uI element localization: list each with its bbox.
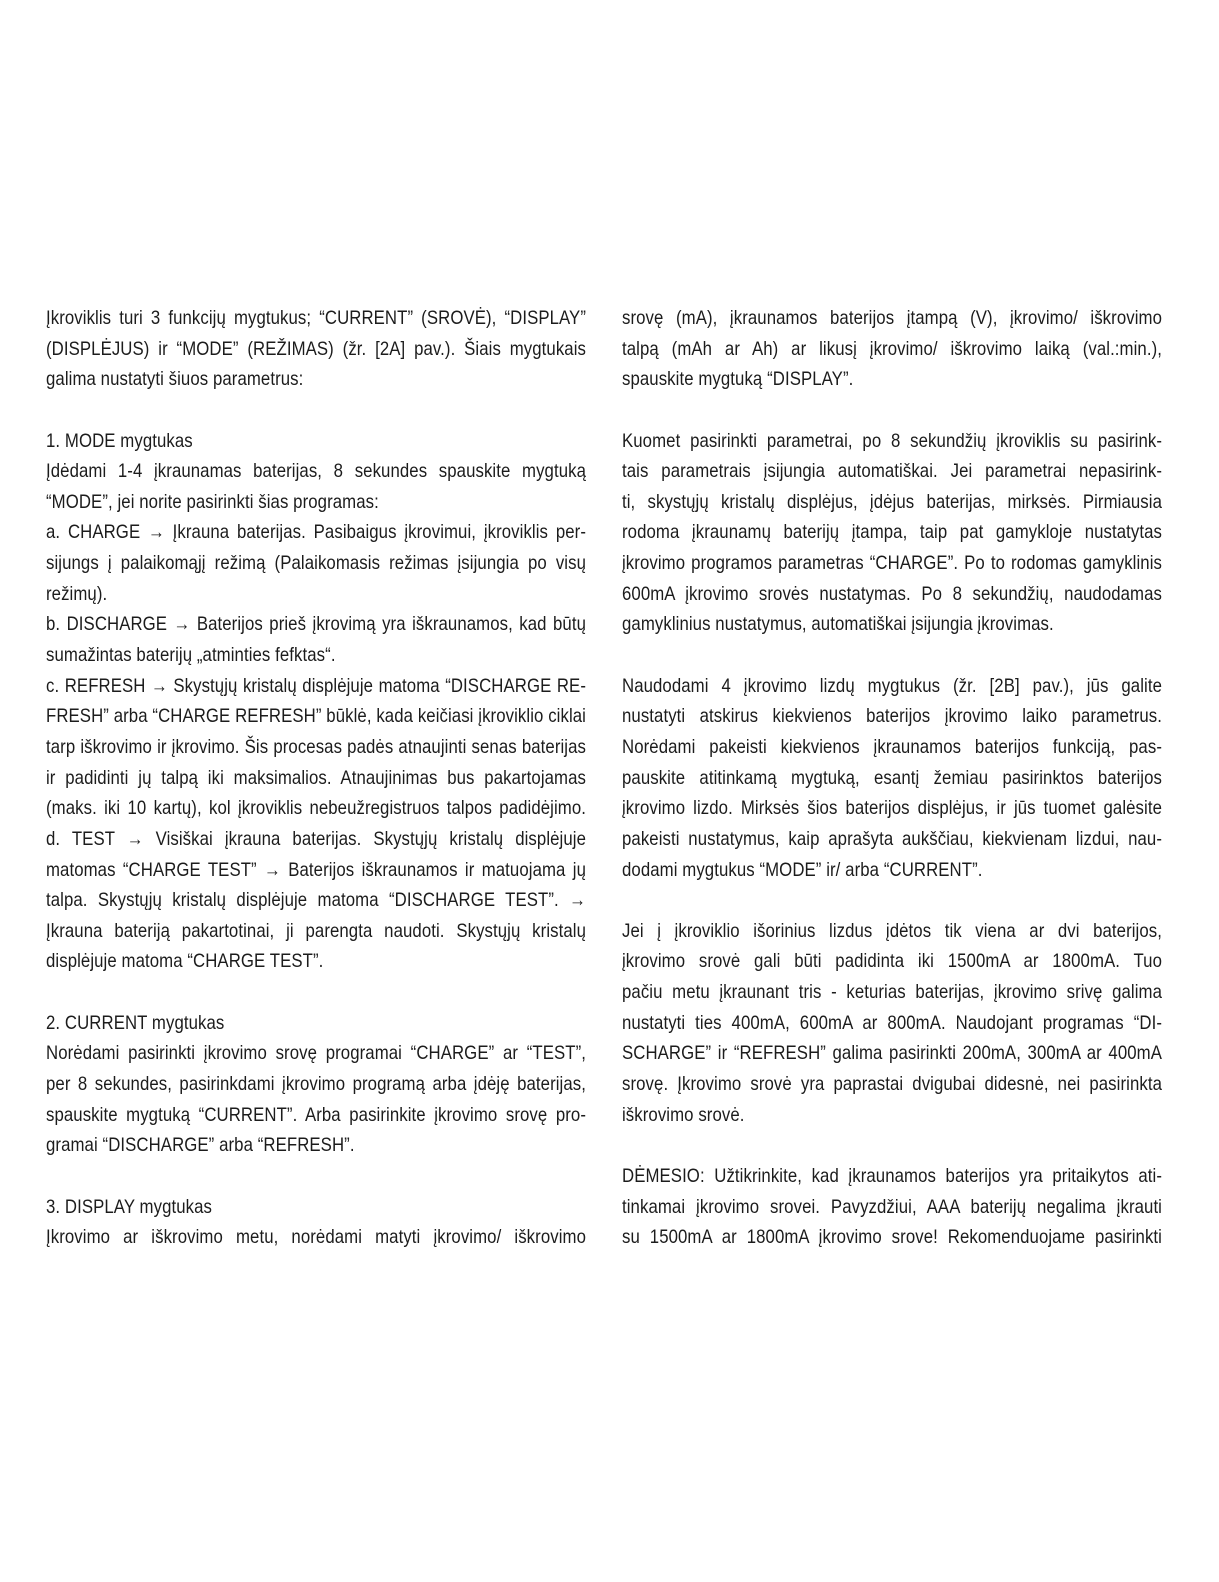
left-column-text-line: 1. MODE mygtukas xyxy=(46,429,193,452)
left-column-text-line: Įkrovimo ar iškrovimo metu, norėdami matyti įkrovimo/ iškrovimo xyxy=(46,1226,586,1249)
right-column-text-line: dodami mygtukus “MODE” ir/ arba “CURRENT”. xyxy=(622,858,983,881)
left-column-text-line: spauskite mygtuką “CURRENT”. Arba pasirinkite įkrovimo srovę pro- xyxy=(46,1103,586,1126)
right-column-blank-line xyxy=(622,640,1162,671)
left-column-blank-line xyxy=(46,977,586,1008)
left-column-text-line: galima nustatyti šiuos parametrus: xyxy=(46,368,304,391)
left-column-text-line: c. REFRESH → Skystųjų kristalų displėjuje matoma “DISCHARGE RE- xyxy=(46,674,586,697)
left-column-text-line: per 8 sekundes, pasirinkdami įkrovimo programą arba įdėję baterijas, xyxy=(46,1073,586,1096)
right-column-text-line: 600mA įkrovimo srovės nustatymas. Po 8 sekundžių, naudodamas xyxy=(622,582,1162,605)
right-column-text-line: nustatyti ties 400mA, 600mA ar 800mA. Naudojant programas “DI- xyxy=(622,1011,1162,1034)
left-column-text-line: gramai “DISCHARGE” arba “REFRESH”. xyxy=(46,1134,355,1157)
right-column-text-line: tais parametrais įsijungia automatiškai. Jei parametrai nepasirink- xyxy=(622,460,1162,483)
left-column-text-line: FRESH” arba “CHARGE REFRESH” būklė, kada keičiasi įkroviklio ciklai xyxy=(46,705,586,728)
right-column-text-line: nustatyti atskirus kiekvienos baterijos įkrovimo laiko parametrus. xyxy=(622,705,1162,728)
right-column-text-line: talpą (mAh ar Ah) ar likusį įkrovimo/ iškrovimo laiką (val.:min.), xyxy=(622,337,1162,360)
right-column-text-line: DĖMESIO: Užtikrinkite, kad įkraunamos baterijos yra pritaikytos ati- xyxy=(622,1164,1162,1187)
right-column-text-line: Jei į įkroviklio išorinius lizdus įdėtos tik viena ar dvi baterijos, xyxy=(622,919,1162,942)
left-column-text-line: (DISPLĖJUS) ir “MODE” (REŽIMAS) (žr. [2A] pav.). Šiais mygtukais xyxy=(46,337,586,360)
right-column-text-line: tinkamai įkrovimo srovei. Pavyzdžiui, AAA baterijų negalima įkrauti xyxy=(622,1195,1162,1218)
right-column-text-line: gamyklinius nustatymus, automatiškai įsijungia įkrovimas. xyxy=(622,613,1054,636)
right-column-text-line: su 1500mA ar 1800mA įkrovimo srove! Rekomenduojame pasirinkti xyxy=(622,1226,1162,1249)
left-column-text-line: Norėdami pasirinkti įkrovimo srovę programai “CHARGE” ar “TEST”, xyxy=(46,1042,586,1065)
left-column-text-line: sumažintas baterijų „atminties fefktas“. xyxy=(46,644,336,667)
left-column-text-line: talpa. Skystųjų kristalų displėjuje matoma “DISCHARGE TEST”. → xyxy=(46,889,586,912)
right-column-blank-line xyxy=(622,395,1162,426)
right-column-text-line: spauskite mygtuką “DISPLAY”. xyxy=(622,368,854,391)
left-column-text-line: Įkrauna bateriją pakartotinai, ji parengta naudoti. Skystųjų kristalų xyxy=(46,919,586,942)
left-column-blank-line xyxy=(46,1161,586,1192)
left-column xyxy=(46,303,586,1253)
left-column-blank-line xyxy=(46,395,586,426)
left-column-text-line: Įkroviklis turi 3 funkcijų mygtukus; “CURRENT” (SROVĖ), “DISPLAY” xyxy=(46,307,586,329)
right-column-blank-line xyxy=(622,885,1162,916)
right-column-text-line: Kuomet pasirinkti parametrai, po 8 sekundžių įkroviklis su pasirink- xyxy=(622,429,1162,452)
left-column-text-line: d. TEST → Visiškai įkrauna baterijas. Skystųjų kristalų displėjuje xyxy=(46,827,586,850)
left-column-text-line: tarp iškrovimo ir įkrovimo. Šis procesas padės atnaujinti senas baterijas xyxy=(46,735,586,758)
left-column-text-line: (maks. iki 10 kartų), kol įkroviklis nebeužregistruos talpos padidėjimo. xyxy=(46,797,586,820)
right-column-text-line: pačiu metu įkraunant tris - keturias baterijas, įkrovimo srivę galima xyxy=(622,981,1162,1004)
right-column-text-line: Naudodami 4 įkrovimo lizdų mygtukus (žr. [2B] pav.), jūs galite xyxy=(622,674,1162,697)
right-column-text-line: įkrovimo srovė gali būti padidinta iki 1500mA ar 1800mA. Tuo xyxy=(622,950,1162,973)
left-column-text-line: Įdėdami 1-4 įkraunamas baterijas, 8 sekundes spauskite mygtuką xyxy=(46,460,586,483)
right-column-text-line: pakeisti nustatymus, kaip aprašyta aukščiau, kiekvienam lizdui, nau- xyxy=(622,827,1162,850)
left-column-text-line: a. CHARGE → Įkrauna baterijas. Pasibaigus įkrovimui, įkroviklis per- xyxy=(46,521,586,544)
right-column-text-line: srovę. Įkrovimo srovė yra paprastai dvigubai didesnė, nei pasirinkta xyxy=(622,1073,1162,1096)
right-column-text-line: SCHARGE” ir “REFRESH” galima pasirinkti 200mA, 300mA ar 400mA xyxy=(622,1042,1162,1065)
right-column-text-line: rodoma įkraunamų baterijų įtampa, taip pat gamykloje nustatytas xyxy=(622,521,1162,544)
right-column xyxy=(622,303,1162,1253)
left-column-text-line: ir padidinti jų talpą iki maksimalios. Atnaujinimas bus pakartojamas xyxy=(46,766,586,789)
left-column-text-line: režimų). xyxy=(46,582,108,605)
right-column-text-line: ti, skystųjų kristalų displėjus, įdėjus baterijas, mirksės. Pirmiausia xyxy=(622,490,1162,513)
left-column-text-line: 2. CURRENT mygtukas xyxy=(46,1011,225,1034)
right-column-text-line: įkrovimo lizdo. Mirksės šios baterijos displėjus, ir jūs tuomet galėsite xyxy=(622,797,1162,820)
right-column-blank-line xyxy=(622,1130,1162,1161)
left-column-text-line: b. DISCHARGE → Baterijos prieš įkrovimą yra iškraunamos, kad būtų xyxy=(46,613,586,636)
left-column-text-line: sijungs į palaikomąjį režimą (Palaikomasis režimas įsijungia po visų xyxy=(46,552,586,575)
left-column-text-line: matomas “CHARGE TEST” → Baterijos iškraunamos ir matuojama jų xyxy=(46,858,586,881)
right-column-text-line: Norėdami pakeisti kiekvienos įkraunamos baterijos funkciją, pas- xyxy=(622,735,1162,758)
left-column-text-line: “MODE”, jei norite pasirinkti šias programas: xyxy=(46,490,379,513)
left-column-text-line: displėjuje matoma “CHARGE TEST”. xyxy=(46,950,324,973)
right-column-text-line: įkrovimo programos parametras “CHARGE”. Po to rodomas gamyklinis xyxy=(622,552,1162,575)
left-column-text-line: 3. DISPLAY mygtukas xyxy=(46,1195,212,1218)
right-column-text-line: iškrovimo srovė. xyxy=(622,1103,745,1126)
right-column-text-line: srovę (mA), įkraunamos baterijos įtampą (V), įkrovimo/ iškrovimo xyxy=(622,307,1162,329)
right-column-text-line: pauskite atitinkamą mygtuką, esantį žemiau pasirinktos baterijos xyxy=(622,766,1162,789)
